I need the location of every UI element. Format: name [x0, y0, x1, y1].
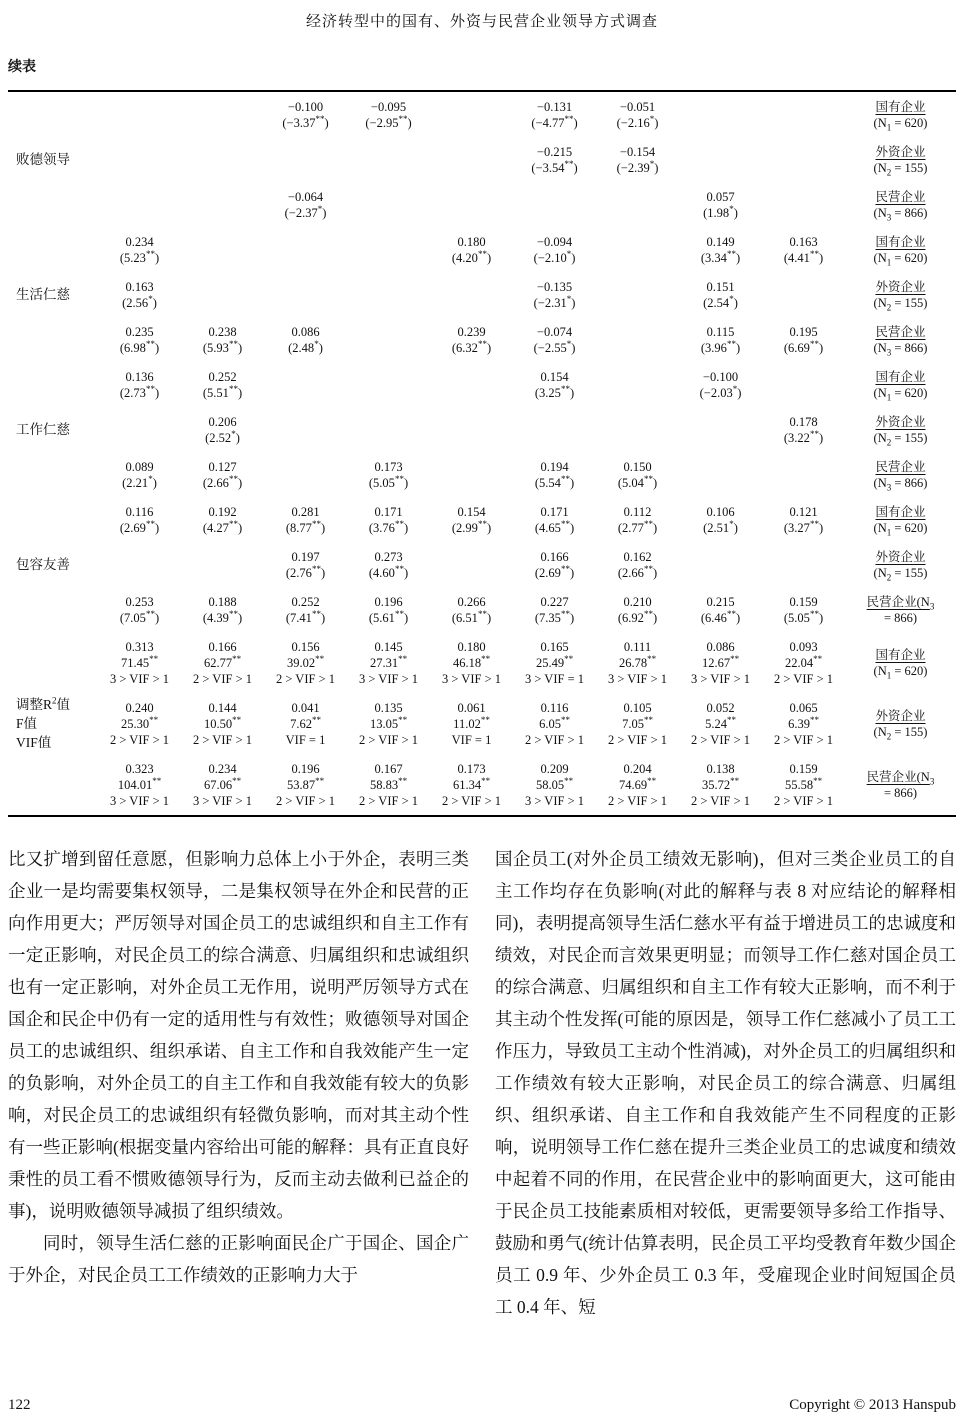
table-cell: 0.163 (4.41**) [783, 234, 824, 265]
table-cell: 0.167 58.83** 2 > VIF > 1 [358, 761, 418, 808]
table-cell: −0.095 (−2.95**) [365, 99, 412, 130]
continued-table-label: 续表 [8, 60, 36, 75]
footer-copyright: Copyright © 2013 Hanspub [789, 1397, 956, 1413]
table-cell: 0.194 (5.54**) [534, 459, 575, 490]
table-cell: 0.106 (2.51*) [703, 504, 738, 535]
table-row [98, 137, 956, 182]
table-cell: 0.234 (5.23**) [119, 234, 160, 265]
table-cell: 0.238 (5.93**) [202, 324, 243, 355]
table-cell: 0.239 (6.32**) [451, 324, 492, 355]
row-group-label: 调整$R^2$值 F值 VIF值 [16, 695, 71, 750]
company-label: 外资企业 $(N_2 = 155)$ [873, 414, 928, 447]
paper-running-title: 经济转型中的国有、外资与民营企业领导方式调查 [305, 14, 658, 30]
company-label: 民营企业($N_3$ = 866) [866, 594, 935, 625]
table-cell: 0.215 (6.46**) [700, 594, 741, 625]
table-cell: 0.196 53.87** 2 > VIF > 1 [275, 761, 335, 808]
table-cell: 0.178 (3.22**) [783, 414, 824, 445]
table-cell: 0.192 (4.27**) [202, 504, 243, 535]
paragraph: 比又扩增到留任意愿，但影响力总体上小于外企，表明三类企业一是均需要集权领导，二是集权领导在外企和民营的正向作用更大；严厉领导对国企员工的忠诚组织和自主工作有一定正影响，对民企员工的综合满意、归属组织和忠诚组织也有一定正影响，对外企员工无作用，说明严厉领导方式在国企和民企中仍有一定的适用性与有效性；败德领导对国企员工的忠诚组织、组织承诺、自主工作和自我效能产生一定的负影响，对外企员工的自主工作和自我效能有较大的负影响，对民企员工的忠诚组织有轻微负影响，而对其主动个性有一些正影响(根据变量内容给出可能的解释：具有正直良好秉性的员工看不惯败德领导行为，反而主动去做利已益企的事)，说明败德领导减损了组织绩效。 [8, 849, 469, 1221]
table-cell: 0.041 7.62** VIF = 1 [285, 700, 326, 747]
company-label: 国有企业 $(N_1 = 620)$ [873, 234, 928, 267]
table-row [98, 587, 956, 632]
table-cell: −0.100 (−2.03*) [699, 369, 742, 400]
table-cell: 0.234 67.06** 3 > VIF > 1 [192, 761, 252, 808]
table-cell: 0.154 (2.99**) [451, 504, 492, 535]
table-cell: 0.121 (3.27**) [783, 504, 824, 535]
table-row [98, 182, 956, 227]
table-cell: 0.061 11.02** VIF = 1 [451, 700, 492, 747]
paragraph: 同时，领导生活仁慈的正影响面民企广于国企、国企广于外企，对民企员工工作绩效的正影响力大于 [8, 1233, 469, 1285]
table-cell: 0.180 46.18** 3 > VIF > 1 [441, 639, 501, 686]
table-cell: −0.154 (−2.39*) [616, 144, 659, 175]
table-cell: 0.206 (2.52*) [205, 414, 240, 445]
text-column-right [495, 843, 956, 1323]
table-cell: 0.150 (5.04**) [617, 459, 658, 490]
table-row [98, 317, 956, 362]
table-row [98, 272, 956, 317]
table-cell: 0.173 (5.05**) [368, 459, 409, 490]
table-cell: 0.195 (6.69**) [783, 324, 824, 355]
row-group-label: 包容友善 [16, 557, 70, 572]
table-cell: 0.112 (2.77**) [617, 504, 658, 535]
company-label: 国有企业 $(N_1 = 620)$ [873, 647, 928, 680]
table-row [98, 542, 956, 587]
row-group-label: 生活仁慈 [16, 287, 70, 302]
table-cell: −0.131 (−4.77**) [531, 99, 578, 130]
table-cell: 0.266 (6.51**) [451, 594, 492, 625]
table-row-group [8, 632, 956, 815]
table-cell: 0.171 (4.65**) [534, 504, 575, 535]
table-cell: 0.171 (3.76**) [368, 504, 409, 535]
table-row [98, 227, 956, 272]
results-table [8, 90, 956, 817]
page-footer [8, 1397, 956, 1414]
company-label: 外资企业 $(N_2 = 155)$ [873, 708, 928, 741]
table-cell: 0.209 58.05** 3 > VIF > 1 [524, 761, 584, 808]
table-row-group [8, 227, 956, 362]
table-cell: 0.163 (2.56*) [122, 279, 157, 310]
table-cell: 0.253 (7.05**) [119, 594, 160, 625]
table-row-group [8, 497, 956, 632]
table-cell: 0.273 (4.60**) [368, 549, 409, 580]
table-cell: 0.065 6.39** 2 > VIF > 1 [773, 700, 833, 747]
company-label: 民营企业 $(N_3 = 866)$ [873, 459, 928, 492]
table-cell: 0.165 25.49** 3 > VIF = 1 [524, 639, 584, 686]
table-cell: 0.156 39.02** 2 > VIF > 1 [275, 639, 335, 686]
table-cell: 0.240 25.30** 2 > VIF > 1 [109, 700, 169, 747]
table-cell: 0.159 55.58** 2 > VIF > 1 [773, 761, 833, 808]
table-row [98, 452, 956, 497]
body-text [8, 843, 956, 1323]
table-cell: 0.135 13.05** 2 > VIF > 1 [358, 700, 418, 747]
table-cell: 0.252 (5.51**) [202, 369, 243, 400]
table-cell: 0.089 (2.21*) [122, 459, 157, 490]
table-cell: 0.052 5.24** 2 > VIF > 1 [690, 700, 750, 747]
table-cell: 0.204 74.69** 2 > VIF > 1 [607, 761, 667, 808]
table-row [98, 497, 956, 542]
table-cell: 0.154 (3.25**) [534, 369, 575, 400]
table-cell: 0.210 (6.92**) [617, 594, 658, 625]
table-cell: 0.227 (7.35**) [534, 594, 575, 625]
table-cell: 0.180 (4.20**) [451, 234, 492, 265]
table-cell: 0.252 (7.41**) [285, 594, 326, 625]
table-cell: 0.159 (5.05**) [783, 594, 824, 625]
row-group-label: 工作仁慈 [16, 422, 70, 437]
table-cell: 0.281 (8.77**) [285, 504, 326, 535]
paragraph: 国企员工(对外企员工绩效无影响)，但对三类企业员工的自主工作均存在负影响(对此的解释与表 8 对应结论的解释相同)，表明提高领导生活仁慈水平有益于增进员工的忠诚度和绩效，对民企而言效果更明显；而领导工作仁慈对国企员工的综合满意、归属组织和自主工作有较大正影响，而不利于其主动个性发挥(可能的原因是，领导工作仁慈减小了员工工作压力，导致员工主动个性消减)，对外企员工的归属组织和工作绩效有较大正影响，对民企员工的综合满意、归属组织、组织承诺、自主工作和自我效能产生不同程度的正影响，说明领导工作仁慈在提升三类企业员工的忠诚度和绩效中起着不同的作用，在民营企业中的影响面更大，这可能由于民企员工技能素质相对较低，更需要领导多给工作指导、鼓励和勇气(统计估算表明，民企员工平均受教育年数少国企员工 0.9 年、少外企员工 0.3 年，受雇现企业时间短国企员工 0.4 年、短 [495, 849, 956, 1317]
table-cell: −0.094 (−2.10*) [533, 234, 576, 265]
table-cell: 0.105 7.05** 2 > VIF > 1 [607, 700, 667, 747]
table-cell: 0.196 (5.61**) [368, 594, 409, 625]
table-cell: −0.074 (−2.55*) [533, 324, 576, 355]
table-cell: 0.145 27.31** 3 > VIF > 1 [358, 639, 418, 686]
table-cell: −0.135 (−2.31*) [533, 279, 576, 310]
table-cell: 0.166 62.77** 2 > VIF > 1 [192, 639, 252, 686]
table-cell: 0.086 (2.48*) [288, 324, 323, 355]
table-cell: 0.138 35.72** 2 > VIF > 1 [690, 761, 750, 808]
table-cell: 0.057 (1.98*) [703, 189, 738, 220]
table-cell: −0.064 (−2.37*) [284, 189, 327, 220]
row-group-label: 败德领导 [16, 152, 70, 167]
company-label: 民营企业 $(N_3 = 866)$ [873, 189, 928, 222]
company-label: 国有企业 $(N_1 = 620)$ [873, 99, 928, 132]
table-cell: 0.086 12.67** 3 > VIF > 1 [690, 639, 750, 686]
table-row [98, 362, 956, 407]
table-cell: 0.116 6.05** 2 > VIF > 1 [524, 700, 584, 747]
table-cell: 0.166 (2.69**) [534, 549, 575, 580]
company-label: 民营企业($N_3$ = 866) [866, 769, 935, 800]
table-cell: 0.188 (4.39**) [202, 594, 243, 625]
table-row [98, 407, 956, 452]
table-cell: 0.111 26.78** 3 > VIF > 1 [607, 639, 667, 686]
company-label: 外资企业 $(N_2 = 155)$ [873, 279, 928, 312]
table-cell: 0.162 (2.66**) [617, 549, 658, 580]
table-cell: 0.235 (6.98**) [119, 324, 160, 355]
table-row-group [8, 362, 956, 497]
company-label: 国有企业 $(N_1 = 620)$ [873, 504, 928, 537]
table-cell: 0.173 61.34** 2 > VIF > 1 [441, 761, 501, 808]
company-label: 国有企业 $(N_1 = 620)$ [873, 369, 928, 402]
company-label: 外资企业 $(N_2 = 155)$ [873, 549, 928, 582]
table-cell: 0.144 10.50** 2 > VIF > 1 [192, 700, 252, 747]
table-cell: 0.116 (2.69**) [119, 504, 160, 535]
table-cell: 0.136 (2.73**) [119, 369, 160, 400]
table-cell: 0.323 104.01** 3 > VIF > 1 [109, 761, 169, 808]
table-cell: −0.051 (−2.16*) [616, 99, 659, 130]
text-column-left [8, 843, 469, 1323]
table-cell: 0.197 (2.76**) [285, 549, 326, 580]
company-label: 外资企业 $(N_2 = 155)$ [873, 144, 928, 177]
table-cell: 0.127 (2.66**) [202, 459, 243, 490]
table-cell: 0.093 22.04** 2 > VIF > 1 [773, 639, 833, 686]
table-row [98, 754, 956, 815]
table-cell: 0.149 (3.34**) [700, 234, 741, 265]
table-cell: −0.215 (−3.54**) [531, 144, 578, 175]
table-cell: −0.100 (−3.37**) [282, 99, 329, 130]
footer-page-number: 122 [8, 1397, 31, 1413]
table-cell: 0.313 71.45** 3 > VIF > 1 [109, 639, 169, 686]
table-cell: 0.151 (2.54*) [703, 279, 738, 310]
table-row [98, 693, 956, 754]
table-row [98, 632, 956, 693]
company-label: 民营企业 $(N_3 = 866)$ [873, 324, 928, 357]
table-row-group [8, 92, 956, 227]
table-row [98, 92, 956, 137]
table-cell: 0.115 (3.96**) [700, 324, 741, 355]
